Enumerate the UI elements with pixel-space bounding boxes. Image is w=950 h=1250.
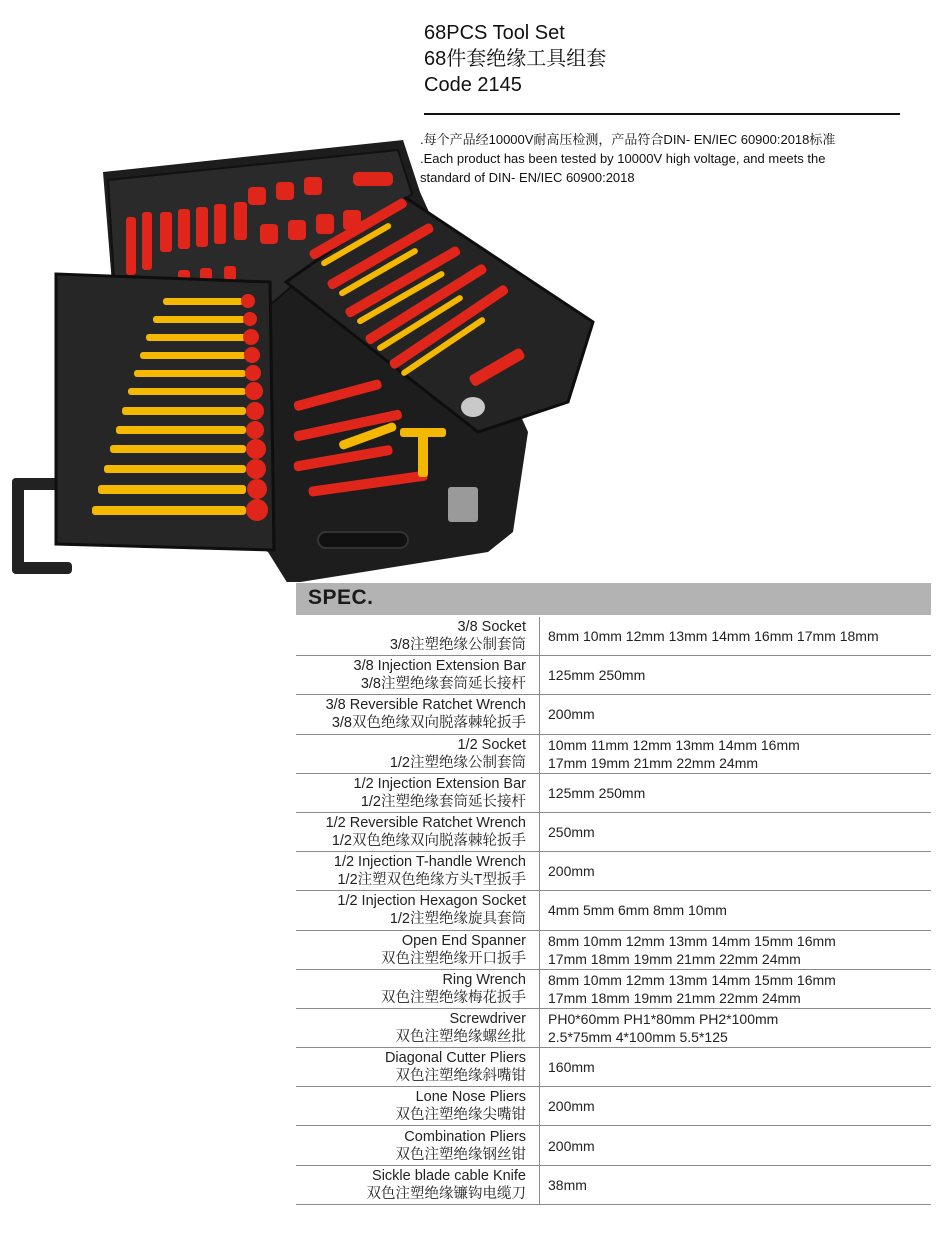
spec-name-en: Lone Nose Pliers (415, 1089, 526, 1106)
spec-value (540, 891, 931, 929)
spec-row-3-8-extension-bar (296, 656, 931, 695)
product-title-en: 68PCS Tool Set (424, 22, 565, 44)
spec-row-1-2-hex-socket (296, 891, 931, 930)
spec-row-3-8-socket (296, 617, 931, 656)
spec-value-line1: 38mm (548, 1176, 587, 1193)
spec-value-line1: 8mm 10mm 12mm 13mm 14mm 16mm 17mm 18mm (548, 628, 879, 645)
spec-name-en: 1/2 Socket (457, 736, 526, 753)
spec-name-cn: 双色注塑绝缘斜嘴钳 (395, 1068, 526, 1085)
spec-value-line1: 250mm (548, 824, 595, 841)
spec-row-1-2-socket (296, 735, 931, 774)
spec-name-en: Screwdriver (449, 1010, 526, 1027)
spec-value (540, 656, 931, 694)
spec-value-line1: 125mm 250mm (548, 667, 646, 684)
spec-name-cn: 3/8注塑绝缘套筒延长接杆 (360, 676, 526, 693)
spec-name-en: Combination Pliers (404, 1128, 526, 1145)
spec-value-line1: 4mm 5mm 6mm 8mm 10mm (548, 902, 727, 919)
spec-name (296, 891, 540, 929)
spec-value-line1: 8mm 10mm 12mm 13mm 14mm 15mm 16mm (548, 932, 836, 949)
spec-value-line1: 8mm 10mm 12mm 13mm 14mm 15mm 16mm (548, 971, 836, 988)
spec-row-open-end-spanner (296, 931, 931, 970)
spec-name (296, 695, 540, 733)
spec-name (296, 735, 540, 773)
spec-value (540, 1126, 931, 1164)
spec-value (540, 735, 931, 773)
spec-heading: SPEC. (308, 586, 374, 609)
spec-name-cn: 1/2注塑绝缘公制套筒 (389, 754, 526, 771)
spec-name-cn: 1/2双色绝缘双向脱落棘轮扳手 (331, 833, 526, 850)
spec-name (296, 1009, 540, 1047)
certification-en-line1: .Each product has been tested by 10000V high voltage, and meets the (420, 151, 826, 166)
spec-value-line2: 17mm 18mm 19mm 21mm 22mm 24mm (548, 950, 801, 967)
product-code: Code 2145 (424, 74, 522, 96)
spec-header-bar (296, 583, 931, 615)
spec-name (296, 1048, 540, 1086)
spec-table (296, 617, 931, 1205)
spec-value-line2: 2.5*75mm 4*100mm 5.5*125 (548, 1028, 728, 1045)
spec-value (540, 1087, 931, 1125)
spec-row-long-nose-pliers (296, 1087, 931, 1126)
spec-name-cn: 1/2注塑绝缘套筒延长接杆 (360, 793, 526, 810)
spec-row-screwdriver (296, 1009, 931, 1048)
certification-cn: .每个产品经10000V耐高压检测，产品符合DIN- EN/IEC 60900:2018标准 (420, 132, 836, 147)
spec-name-en: 1/2 Reversible Ratchet Wrench (325, 815, 526, 832)
header-divider (424, 113, 900, 115)
title-block (424, 20, 606, 98)
spec-name-cn: 双色注塑绝缘螺丝批 (395, 1028, 526, 1045)
spec-value-line1: 160mm (548, 1059, 595, 1076)
spec-name (296, 1087, 540, 1125)
spec-row-ring-wrench (296, 970, 931, 1009)
spec-name (296, 813, 540, 851)
spec-name (296, 970, 540, 1008)
spec-value (540, 970, 931, 1008)
spec-name-cn: 3/8双色绝缘双向脱落棘轮扳手 (331, 715, 526, 732)
spec-value (540, 1009, 931, 1047)
spec-name-en: 1/2 Injection Hexagon Socket (337, 893, 526, 910)
spec-row-combination-pliers (296, 1126, 931, 1165)
spec-value (540, 813, 931, 851)
product-title-cn: 68件套绝缘工具组套 (424, 48, 607, 70)
spec-name-en: 1/2 Injection Extension Bar (353, 775, 526, 792)
spec-name (296, 774, 540, 812)
spec-name-en: Diagonal Cutter Pliers (384, 1050, 526, 1067)
spec-name-en: Ring Wrench (442, 971, 526, 988)
spec-row-cable-knife (296, 1166, 931, 1205)
spec-name (296, 656, 540, 694)
spec-value (540, 1048, 931, 1086)
spec-name-en: 1/2 Injection T-handle Wrench (333, 854, 526, 871)
spec-value (540, 774, 931, 812)
spec-name (296, 1126, 540, 1164)
spec-value (540, 852, 931, 890)
spec-name-en: 3/8 Injection Extension Bar (353, 658, 526, 675)
spec-name-en: 3/8 Socket (457, 619, 526, 636)
spec-name-cn: 双色注塑绝缘梅花扳手 (381, 989, 526, 1006)
spec-value-line1: 200mm (548, 1098, 595, 1115)
spec-value-line2: 17mm 18mm 19mm 21mm 22mm 24mm (548, 989, 801, 1006)
spec-name (296, 617, 540, 655)
spec-value (540, 931, 931, 969)
spec-row-1-2-extension-bar (296, 774, 931, 813)
spec-value (540, 1166, 931, 1204)
spec-value-line2: 17mm 19mm 21mm 22mm 24mm (548, 754, 759, 771)
spec-value-line1: 10mm 11mm 12mm 13mm 14mm 16mm (548, 736, 800, 753)
spec-value (540, 617, 931, 655)
spec-name-cn: 3/8注塑绝缘公制套筒 (389, 637, 526, 654)
spec-value-line1: 200mm (548, 1137, 595, 1154)
spec-name-en: Open End Spanner (401, 932, 526, 949)
spec-value-line1: 200mm (548, 863, 595, 880)
spec-row-1-2-ratchet (296, 813, 931, 852)
spec-value-line1: PH0*60mm PH1*80mm PH2*100mm (548, 1010, 779, 1027)
spec-name-en: 3/8 Reversible Ratchet Wrench (325, 697, 526, 714)
spec-name-cn: 双色注塑绝缘镰钩电缆刀 (366, 1185, 526, 1202)
tool-case-photo (8, 132, 598, 582)
spec-name-en: Sickle blade cable Knife (372, 1167, 526, 1184)
spec-name (296, 852, 540, 890)
spec-name-cn: 双色注塑绝缘钢丝钳 (395, 1146, 526, 1163)
spec-name-cn: 1/2注塑绝缘旋具套筒 (389, 911, 526, 928)
spec-name (296, 1166, 540, 1204)
spec-row-diagonal-cutter (296, 1048, 931, 1087)
spec-value (540, 695, 931, 733)
spec-row-1-2-t-handle (296, 852, 931, 891)
spec-name (296, 931, 540, 969)
certification-en-line2: standard of DIN- EN/IEC 60900:2018 (420, 170, 635, 185)
spec-name-cn: 双色注塑绝缘尖嘴钳 (395, 1107, 526, 1124)
spec-name-cn: 双色注塑绝缘开口扳手 (381, 950, 526, 967)
spec-value-line1: 200mm (548, 706, 595, 723)
spec-row-3-8-ratchet (296, 695, 931, 734)
spec-name-cn: 1/2注塑双色绝缘方头T型扳手 (337, 872, 526, 889)
spec-value-line1: 125mm 250mm (548, 784, 646, 801)
